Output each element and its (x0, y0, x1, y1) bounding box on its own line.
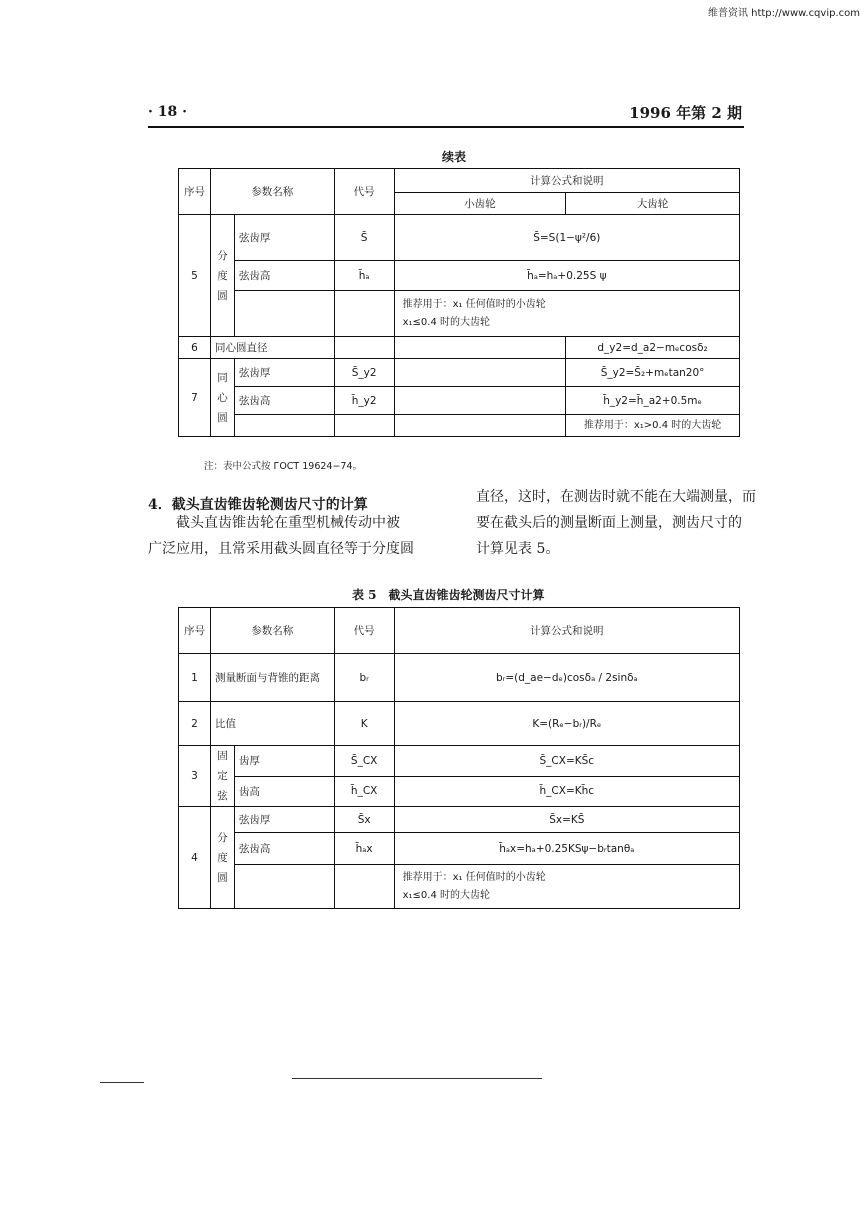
table-row (179, 833, 740, 865)
table1 (178, 168, 740, 437)
formula-cell: S̄x=KS̄ (394, 807, 739, 833)
table1-header-row (179, 169, 740, 193)
param-name: 弦齿高 (234, 261, 334, 291)
table-row (179, 215, 740, 261)
table-row (179, 807, 740, 833)
param-name: 齿厚 (234, 746, 334, 777)
body-right-line1: 直径，这时，在测齿时就不能在大端测量，而 (476, 489, 756, 505)
param-name: 同心圆直径 (210, 337, 334, 359)
table5-caption: 表 5 截头直齿锥齿轮测齿尺寸计算 (352, 588, 545, 602)
table-row (179, 291, 740, 337)
row-number: 4 (179, 807, 211, 909)
param-code: h̄ₐ (334, 261, 394, 291)
formula-cell: h̄ₐx=hₐ+0.25KSψ−bᵣtanθₐ (394, 833, 739, 865)
param-code: bᵣ (334, 654, 394, 702)
row-number: 3 (179, 746, 211, 807)
formula-cell: K=(Rₑ−bᵣ)/Rₑ (394, 702, 739, 746)
row-group-label: 分度圆 (210, 215, 234, 337)
table1-header-param: 参数名称 (210, 169, 334, 215)
formula-cell: h̄_CX=Kh̄c (394, 776, 739, 807)
formula-cell: h̄_y2=h̄_a2+0.5mₑ (566, 387, 740, 415)
row-number: 1 (179, 654, 211, 702)
table-row (179, 337, 740, 359)
table5-header-row (179, 608, 740, 654)
table1-header-seq: 序号 (179, 169, 211, 215)
recommendation-note: 推荐用于：x₁ 任何值时的小齿轮 x₁≤0.4 时的大齿轮 (394, 291, 739, 337)
table-row (179, 415, 740, 437)
param-code: S̄_y2 (334, 359, 394, 387)
row-number: 2 (179, 702, 211, 746)
formula-cell: S̄_y2=S̄₂+mₑtan20° (566, 359, 740, 387)
row-number: 5 (179, 215, 211, 337)
table1-header-code: 代号 (334, 169, 394, 215)
table-row (179, 359, 740, 387)
page-number: · 18 · (148, 104, 187, 120)
table1-header-large: 大齿轮 (566, 193, 740, 215)
param-code: S̄ (334, 215, 394, 261)
watermark: 维普资讯 http://www.cqvip.com (707, 8, 860, 19)
param-name: 弦齿厚 (234, 215, 334, 261)
formula-cell: h̄ₐ=hₐ+0.25S ψ (394, 261, 739, 291)
param-code: S̄_CX (334, 746, 394, 777)
param-code: h̄_CX (334, 776, 394, 807)
scan-mark (100, 1082, 144, 1083)
table5 (178, 607, 740, 909)
formula-cell: S̄=S(1−ψ²/6) (394, 215, 739, 261)
row-group-label: 同心圆 (210, 359, 234, 437)
table-row (179, 702, 740, 746)
param-name: 齿高 (234, 776, 334, 807)
table-row (179, 865, 740, 909)
recommendation-note: 推荐用于：x₁ 任何值时的小齿轮 x₁≤0.4 时的大齿轮 (394, 865, 739, 909)
issue-label: 1996 年第 2 期 (629, 104, 742, 122)
table5-header-param: 参数名称 (210, 608, 334, 654)
row-number: 7 (179, 359, 211, 437)
table1-header-formula: 计算公式和说明 (394, 169, 739, 193)
table1-header-small: 小齿轮 (394, 193, 566, 215)
row-group-label: 固定弦 (210, 746, 234, 807)
scan-mark (292, 1078, 542, 1079)
formula-cell: bᵣ=(d_ae−dₑ)cosδₐ / 2sinδₐ (394, 654, 739, 702)
param-code: h̄_y2 (334, 387, 394, 415)
row-group-label: 分度圆 (210, 807, 234, 909)
header-rule (148, 126, 744, 128)
section-heading: 4．截头直齿锥齿轮测齿尺寸的计算 (148, 497, 368, 513)
formula-cell: S̄_CX=KS̄c (394, 746, 739, 777)
body-left-line1: 截头直齿锥齿轮在重型机械传动中被 (176, 515, 400, 531)
param-code: S̄x (334, 807, 394, 833)
table-row (179, 776, 740, 807)
param-name: 弦齿高 (234, 387, 334, 415)
table-row (179, 746, 740, 777)
param-code: h̄ₐx (334, 833, 394, 865)
table-row (179, 261, 740, 291)
param-code: K (334, 702, 394, 746)
param-name: 测量断面与背锥的距离 (210, 654, 334, 702)
body-right-line3: 计算见表 5。 (476, 541, 560, 557)
body-left-line2: 广泛应用，且常采用截头圆直径等于分度圆 (148, 541, 414, 557)
param-name: 弦齿高 (234, 833, 334, 865)
body-right-line2: 要在截头后的测量断面上测量，测齿尺寸的 (476, 515, 742, 531)
formula-cell: d_y2=d_a2−mₑcosδ₂ (566, 337, 740, 359)
param-name: 弦齿厚 (234, 807, 334, 833)
row-number: 6 (179, 337, 211, 359)
table-row (179, 654, 740, 702)
table1-note: 注：表中公式按 ГОСТ 19624−74。 (204, 461, 363, 472)
table1-caption: 续表 (442, 150, 467, 164)
recommendation-note: 推荐用于：x₁>0.4 时的大齿轮 (566, 415, 740, 437)
table5-header-code: 代号 (334, 608, 394, 654)
param-name: 比值 (210, 702, 334, 746)
table5-header-seq: 序号 (179, 608, 211, 654)
param-name: 弦齿厚 (234, 359, 334, 387)
table-row (179, 387, 740, 415)
table5-header-formula: 计算公式和说明 (394, 608, 739, 654)
